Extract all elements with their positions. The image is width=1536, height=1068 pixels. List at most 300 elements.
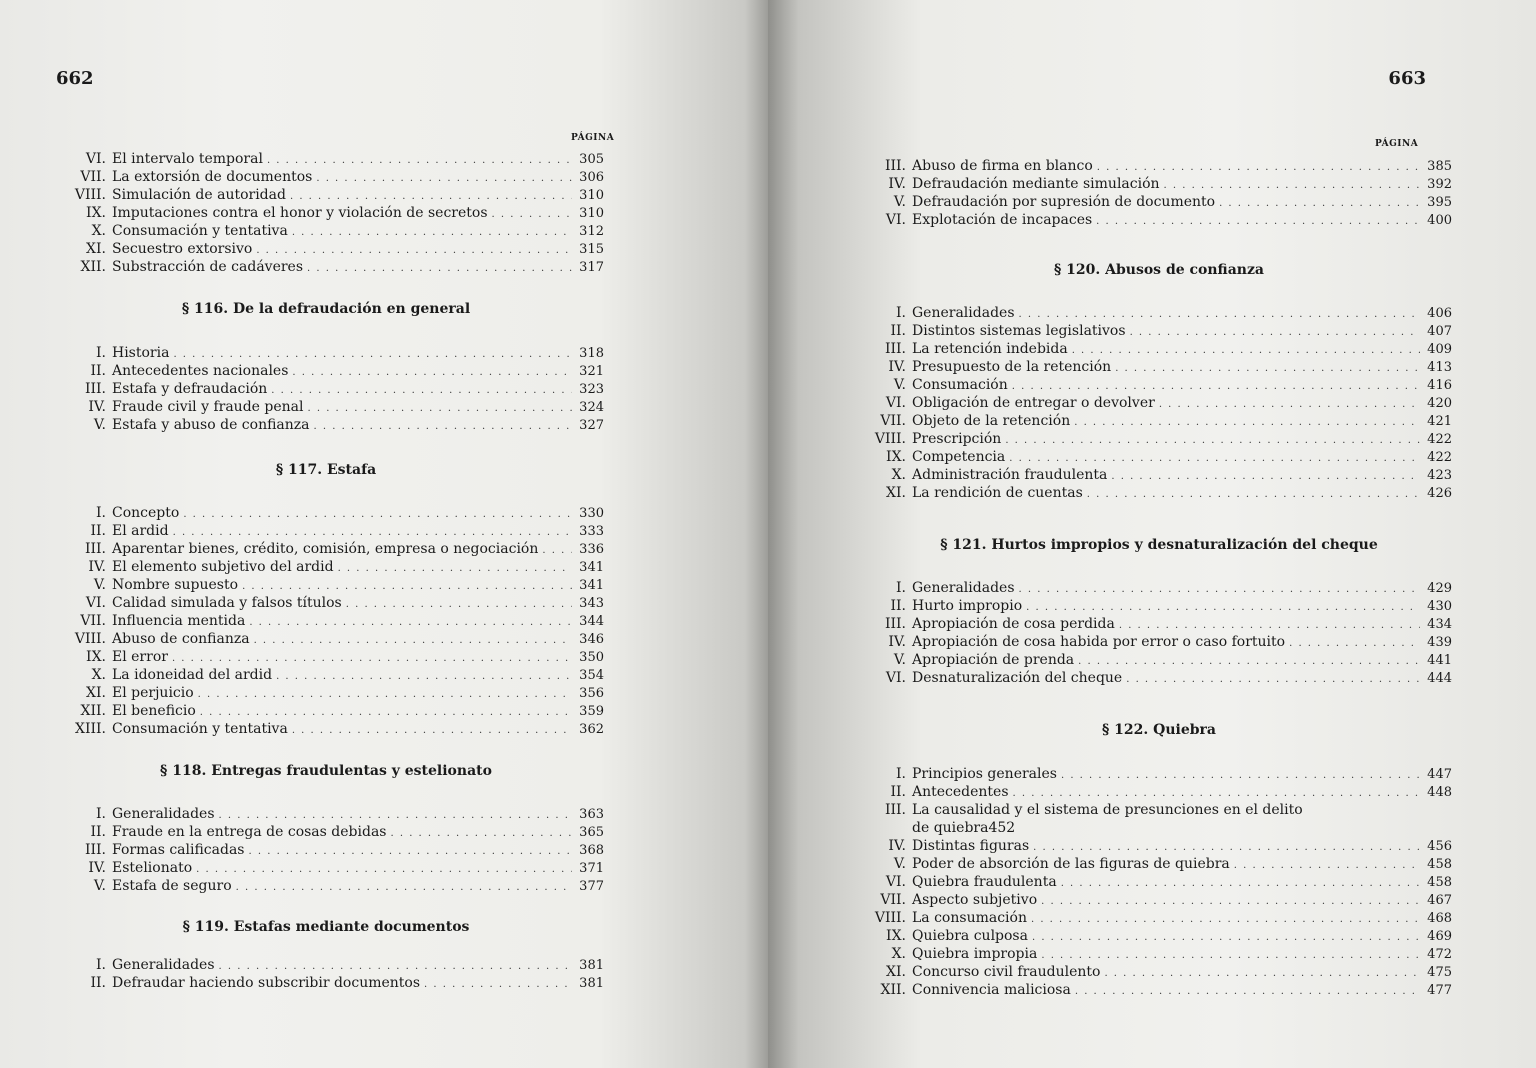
dot-leader <box>183 506 572 524</box>
entry-title: Substracción de cadáveres <box>112 259 304 275</box>
entry-page-number: 317 <box>579 260 604 275</box>
entry-title: Simulación de autoridad <box>112 187 286 203</box>
entry-page-number: 421 <box>1427 414 1452 429</box>
entry-page-number: 430 <box>1427 599 1452 614</box>
dot-leader <box>236 879 572 897</box>
toc-entry <box>866 783 1452 801</box>
toc-entry <box>48 416 604 434</box>
entry-title: Administración fraudulenta <box>912 467 1108 483</box>
dot-leader <box>271 382 572 400</box>
entry-numeral: VI. <box>885 395 906 411</box>
entry-numeral: XI. <box>886 485 906 501</box>
entry-page-number: 448 <box>1427 785 1452 800</box>
toc-entry <box>48 398 604 416</box>
entry-title: Nombre supuesto <box>112 577 239 593</box>
entry-numeral: II. <box>890 784 906 800</box>
entry-title: Generalidades <box>912 305 1015 321</box>
entry-page-number: 324 <box>579 400 604 415</box>
toc-entry <box>48 150 604 168</box>
entry-title: Estafa y defraudación <box>112 381 268 397</box>
entry-page-number: 475 <box>1427 965 1452 980</box>
entry-page-number: 409 <box>1427 342 1452 357</box>
entry-numeral: VI. <box>85 151 106 167</box>
toc-entry <box>866 909 1452 927</box>
entry-numeral: II. <box>90 363 106 379</box>
dot-leader <box>1219 195 1420 213</box>
entry-numeral: XI. <box>886 964 906 980</box>
right-page <box>768 0 1536 1068</box>
toc-entry <box>48 558 604 576</box>
entry-page-number: 429 <box>1427 581 1452 596</box>
entry-title: El perjuicio <box>112 685 194 701</box>
pagina-label: PÁGINA <box>1375 139 1419 149</box>
toc-entry <box>48 956 604 974</box>
toc-block <box>48 504 604 738</box>
entry-page-number: 305 <box>579 152 604 167</box>
entry-numeral: VI. <box>885 874 906 890</box>
entry-title: Influencia mentida <box>112 613 246 629</box>
toc-entry <box>866 801 1452 819</box>
entry-numeral: V. <box>93 577 106 593</box>
entry-title: Concurso civil fraudulento <box>912 964 1101 980</box>
dot-leader <box>1074 414 1420 432</box>
entry-page-number: 422 <box>1427 432 1452 447</box>
dot-leader <box>1126 671 1420 689</box>
entry-page-number: 344 <box>579 614 604 629</box>
entry-numeral: III. <box>884 802 906 818</box>
entry-numeral: XII. <box>880 982 906 998</box>
dot-leader <box>1075 983 1420 1001</box>
toc-entry <box>866 358 1452 376</box>
toc-entry <box>866 765 1452 783</box>
entry-numeral: VIII. <box>874 910 906 926</box>
toc-entry <box>48 594 604 612</box>
entry-title: Apropiación de cosa habida por error o caso fortuito <box>912 634 1286 650</box>
toc-entry <box>48 648 604 666</box>
entry-title: Historia <box>112 345 170 361</box>
entry-title: La rendición de cuentas <box>912 485 1083 501</box>
entry-page-number: 458 <box>1427 857 1452 872</box>
entry-title: Apropiación de cosa perdida <box>912 616 1115 632</box>
entry-title: La causalidad y el sistema de presunciones en el delito <box>912 802 1303 818</box>
entry-title: Generalidades <box>112 806 215 822</box>
entry-title: Poder de absorción de las figuras de quiebra <box>912 856 1230 872</box>
entry-numeral: V. <box>93 417 106 433</box>
toc-block <box>48 150 604 276</box>
entry-title: Consumación <box>912 377 1008 393</box>
dot-leader <box>1019 581 1420 599</box>
dot-leader <box>1005 432 1420 450</box>
entry-numeral: VI. <box>85 595 106 611</box>
entry-title-continuation: de quiebra <box>912 820 989 836</box>
entry-title: Obligación de entregar o devolver <box>912 395 1155 411</box>
dot-leader <box>1072 342 1420 360</box>
entry-numeral: VI. <box>885 212 906 228</box>
dot-leader <box>292 364 572 382</box>
toc-entry <box>48 204 604 222</box>
entry-title: Principios generales <box>912 766 1057 782</box>
entry-title: El ardid <box>112 523 169 539</box>
toc-entry <box>48 630 604 648</box>
dot-leader <box>1041 893 1420 911</box>
entry-numeral: X. <box>891 467 906 483</box>
entry-numeral: II. <box>90 975 106 991</box>
entry-page-number: 341 <box>579 560 604 575</box>
entry-title: El beneficio <box>112 703 196 719</box>
entry-page-number: 318 <box>579 346 604 361</box>
toc-entry <box>866 669 1452 687</box>
entry-title: Fraude en la entrega de cosas debidas <box>112 824 387 840</box>
section-heading: § 117. Estafa <box>275 462 377 478</box>
entry-title: Formas calificadas <box>112 842 245 858</box>
dot-leader <box>1061 767 1420 785</box>
entry-page-number: 312 <box>579 224 604 239</box>
section-heading: § 122. Quiebra <box>1101 722 1216 738</box>
dot-leader <box>492 206 572 224</box>
entry-title: Quiebra culposa <box>912 928 1028 944</box>
toc-entry <box>48 258 604 276</box>
entry-page-number: 472 <box>1427 947 1452 962</box>
entry-page-number: 416 <box>1427 378 1452 393</box>
entry-title: Distintos sistemas legislativos <box>912 323 1126 339</box>
toc-entry <box>48 168 604 186</box>
entry-title: La extorsión de documentos <box>112 169 313 185</box>
toc-entry <box>866 963 1452 981</box>
entry-numeral: II. <box>890 323 906 339</box>
toc-entry <box>48 684 604 702</box>
dot-leader <box>196 861 572 879</box>
toc-block <box>48 344 604 434</box>
entry-numeral: II. <box>90 523 106 539</box>
entry-page-number: 346 <box>579 632 604 647</box>
entry-title: El intervalo temporal <box>112 151 263 167</box>
entry-title: Prescripción <box>912 431 1002 447</box>
toc-entry <box>866 873 1452 891</box>
entry-title: Antecedentes nacionales <box>112 363 289 379</box>
toc-block <box>48 956 604 992</box>
dot-leader <box>1032 929 1420 947</box>
dot-leader <box>1061 875 1420 893</box>
toc-entry <box>48 974 604 992</box>
entry-numeral: I. <box>896 766 906 782</box>
entry-numeral: I. <box>96 957 106 973</box>
entry-page-number: 310 <box>579 206 604 221</box>
entry-title: Competencia <box>912 449 1006 465</box>
entry-page-number: 392 <box>1427 177 1452 192</box>
entry-page-number: 381 <box>579 976 604 991</box>
toc-entry <box>866 633 1452 651</box>
entry-numeral: II. <box>90 824 106 840</box>
entry-numeral: X. <box>91 223 106 239</box>
entry-title: Defraudación mediante simulación <box>912 176 1160 192</box>
entry-title: Secuestro extorsivo <box>112 241 253 257</box>
toc-entry <box>866 855 1452 873</box>
toc-entry <box>866 597 1452 615</box>
entry-numeral: V. <box>93 878 106 894</box>
entry-numeral: V. <box>893 377 906 393</box>
entry-numeral: XI. <box>86 241 106 257</box>
entry-page-number: 341 <box>579 578 604 593</box>
entry-numeral: II. <box>890 598 906 614</box>
dot-leader <box>542 542 572 560</box>
entry-page-number: 447 <box>1427 767 1452 782</box>
dot-leader <box>249 614 572 632</box>
entry-numeral: VIII. <box>74 631 106 647</box>
page-number: 663 <box>1388 68 1426 89</box>
dot-leader <box>338 560 572 578</box>
dot-leader <box>1087 486 1420 504</box>
entry-numeral: IV. <box>888 634 906 650</box>
entry-title: Quiebra impropia <box>912 946 1038 962</box>
entry-title: Generalidades <box>912 580 1015 596</box>
toc-entry <box>866 412 1452 430</box>
toc-entry <box>866 175 1452 193</box>
toc-entry <box>48 540 604 558</box>
section-heading: § 121. Hurtos impropios y desnaturalización del cheque <box>940 537 1378 553</box>
entry-page-number: 306 <box>579 170 604 185</box>
toc-entry <box>48 877 604 895</box>
toc-entry <box>866 927 1452 945</box>
entry-title: Abuso de confianza <box>112 631 250 647</box>
entry-page-number: 458 <box>1427 875 1452 890</box>
entry-numeral: VIII. <box>74 187 106 203</box>
entry-title: Concepto <box>112 505 180 521</box>
entry-title: La consumación <box>912 910 1027 926</box>
dot-leader <box>198 686 572 704</box>
toc-block <box>48 805 604 895</box>
toc-entry <box>48 344 604 362</box>
entry-numeral: IX. <box>886 449 906 465</box>
entry-title: La idoneidad del ardid <box>112 667 273 683</box>
entry-page-number: 420 <box>1427 396 1452 411</box>
entry-title: Desnaturalización del cheque <box>912 670 1123 686</box>
entry-page-number: 477 <box>1427 983 1452 998</box>
entry-page-number: 413 <box>1427 360 1452 375</box>
entry-numeral: VII. <box>880 892 906 908</box>
entry-title: Objeto de la retención <box>912 413 1071 429</box>
entry-numeral: I. <box>96 345 106 361</box>
entry-numeral: IV. <box>888 176 906 192</box>
dot-leader <box>1289 635 1420 653</box>
entry-page-number: 456 <box>1427 839 1452 854</box>
entry-page-number: 381 <box>579 958 604 973</box>
entry-page-number: 441 <box>1427 653 1452 668</box>
toc-entry <box>48 859 604 877</box>
dot-leader <box>424 976 572 994</box>
entry-page-number: 439 <box>1427 635 1452 650</box>
entry-numeral: X. <box>91 667 106 683</box>
section-heading: § 119. Estafas mediante documentos <box>182 919 470 935</box>
entry-title: Generalidades <box>112 957 215 973</box>
entry-page-number: 362 <box>579 722 604 737</box>
dot-leader <box>390 825 572 843</box>
toc-entry <box>866 466 1452 484</box>
entry-page-number: 368 <box>579 843 604 858</box>
toc-entry <box>866 304 1452 322</box>
dot-leader <box>292 722 572 740</box>
entry-numeral: I. <box>896 580 906 596</box>
toc-entry <box>48 380 604 398</box>
dot-leader <box>1111 468 1420 486</box>
entry-page-number: 434 <box>1427 617 1452 632</box>
entry-page-number: 371 <box>579 861 604 876</box>
toc-entry <box>48 702 604 720</box>
entry-page-number: 354 <box>579 668 604 683</box>
entry-title: Defraudación por supresión de documento <box>912 194 1216 210</box>
entry-title: Presupuesto de la retención <box>912 359 1112 375</box>
toc-block <box>866 157 1452 229</box>
dot-leader <box>256 242 572 260</box>
toc-entry <box>866 651 1452 669</box>
entry-title: El error <box>112 649 168 665</box>
toc-entry <box>866 891 1452 909</box>
entry-numeral: VI. <box>885 670 906 686</box>
entry-numeral: IX. <box>886 928 906 944</box>
entry-page-number: 327 <box>579 418 604 433</box>
entry-page-number: 452 <box>988 820 1016 836</box>
toc-entry <box>866 579 1452 597</box>
entry-page-number: 407 <box>1427 324 1452 339</box>
toc-entry <box>48 841 604 859</box>
toc-block <box>866 304 1452 502</box>
entry-title: Abuso de firma en blanco <box>912 158 1093 174</box>
toc-entry <box>866 981 1452 999</box>
toc-entry <box>866 157 1452 175</box>
toc-entry <box>48 720 604 738</box>
entry-title: Hurto impropio <box>912 598 1023 614</box>
entry-page-number: 406 <box>1427 306 1452 321</box>
dot-leader <box>1130 324 1420 342</box>
entry-numeral: I. <box>96 806 106 822</box>
entry-title: Defraudar haciendo subscribir documentos <box>112 975 421 991</box>
entry-numeral: V. <box>893 194 906 210</box>
toc-entry <box>866 448 1452 466</box>
toc-entry <box>866 945 1452 963</box>
toc-entry <box>866 430 1452 448</box>
entry-title: Explotación de incapaces <box>912 212 1093 228</box>
entry-page-number: 350 <box>579 650 604 665</box>
dot-leader <box>292 224 572 242</box>
entry-numeral: IX. <box>86 649 106 665</box>
entry-title: Consumación y tentativa <box>112 721 288 737</box>
toc-entry <box>866 193 1452 211</box>
entry-title: Estelionato <box>112 860 193 876</box>
entry-page-number: 356 <box>579 686 604 701</box>
entry-page-number: 343 <box>579 596 604 611</box>
toc-block <box>866 765 1452 999</box>
entry-title: Aspecto subjetivo <box>912 892 1038 908</box>
toc-entry-continuation <box>866 819 1452 837</box>
dot-leader <box>254 632 572 650</box>
toc-entry <box>48 240 604 258</box>
entry-title: Estafa y abuso de confianza <box>112 417 310 433</box>
dot-leader <box>249 843 573 861</box>
dot-leader <box>1031 911 1420 929</box>
entry-page-number: 315 <box>579 242 604 257</box>
entry-title: Distintas figuras <box>912 838 1030 854</box>
entry-page-number: 395 <box>1427 195 1452 210</box>
entry-numeral: IV. <box>88 860 106 876</box>
toc-entry <box>48 612 604 630</box>
entry-page-number: 333 <box>579 524 604 539</box>
entry-title: Aparentar bienes, crédito, comisión, empresa o negociación <box>112 541 539 557</box>
toc-entry <box>866 322 1452 340</box>
entry-numeral: XI. <box>86 685 106 701</box>
entry-page-number: 359 <box>579 704 604 719</box>
entry-title: Imputaciones contra el honor y violación de secretos <box>112 205 488 221</box>
entry-numeral: III. <box>884 158 906 174</box>
entry-numeral: V. <box>893 856 906 872</box>
pagina-label: PÁGINA <box>571 133 615 143</box>
entry-page-number: 363 <box>579 807 604 822</box>
entry-numeral: VII. <box>80 169 106 185</box>
toc-entry <box>48 222 604 240</box>
toc-entry <box>48 823 604 841</box>
dot-leader <box>314 418 572 436</box>
dot-leader <box>267 152 572 170</box>
entry-numeral: XII. <box>80 703 106 719</box>
toc-entry <box>48 805 604 823</box>
entry-title: Consumación y tentativa <box>112 223 288 239</box>
entry-title: Fraude civil y fraude penal <box>112 399 304 415</box>
entry-page-number: 323 <box>579 382 604 397</box>
entry-page-number: 385 <box>1427 159 1452 174</box>
dot-leader <box>276 668 572 686</box>
entry-numeral: IV. <box>888 359 906 375</box>
entry-page-number: 422 <box>1427 450 1452 465</box>
entry-title: Estafa de seguro <box>112 878 232 894</box>
entry-numeral: XIII. <box>74 721 106 737</box>
entry-title: Apropiación de prenda <box>912 652 1075 668</box>
section-heading: § 116. De la defraudación en general <box>181 301 471 317</box>
dot-leader <box>307 260 572 278</box>
entry-numeral: I. <box>896 305 906 321</box>
dot-leader <box>307 400 572 418</box>
entry-title: Calidad simulada y falsos títulos <box>112 595 342 611</box>
entry-page-number: 444 <box>1427 671 1452 686</box>
entry-page-number: 310 <box>579 188 604 203</box>
toc-entry <box>866 394 1452 412</box>
entry-numeral: III. <box>884 616 906 632</box>
toc-entry <box>866 376 1452 394</box>
entry-page-number: 467 <box>1427 893 1452 908</box>
entry-page-number: 321 <box>579 364 604 379</box>
toc-entry <box>48 504 604 522</box>
toc-entry <box>48 186 604 204</box>
entry-page-number: 423 <box>1427 468 1452 483</box>
entry-title: Quiebra fraudulenta <box>912 874 1057 890</box>
entry-numeral: VIII. <box>874 431 906 447</box>
entry-page-number: 336 <box>579 542 604 557</box>
entry-numeral: I. <box>96 505 106 521</box>
entry-page-number: 377 <box>579 879 604 894</box>
dot-leader <box>1234 857 1420 875</box>
entry-numeral: IV. <box>88 559 106 575</box>
toc-entry <box>866 211 1452 229</box>
dot-leader <box>1115 360 1420 378</box>
section-heading: § 118. Entregas fraudulentas y estelionato <box>160 763 492 779</box>
toc-entry <box>48 666 604 684</box>
entry-numeral: III. <box>84 842 106 858</box>
page-number: 662 <box>56 68 94 89</box>
entry-numeral: VII. <box>880 413 906 429</box>
toc-entry <box>866 484 1452 502</box>
toc-block <box>866 579 1452 687</box>
toc-entry <box>48 522 604 540</box>
entry-title: El elemento subjetivo del ardid <box>112 559 334 575</box>
entry-numeral: III. <box>84 541 106 557</box>
entry-title: Connivencia maliciosa <box>912 982 1071 998</box>
